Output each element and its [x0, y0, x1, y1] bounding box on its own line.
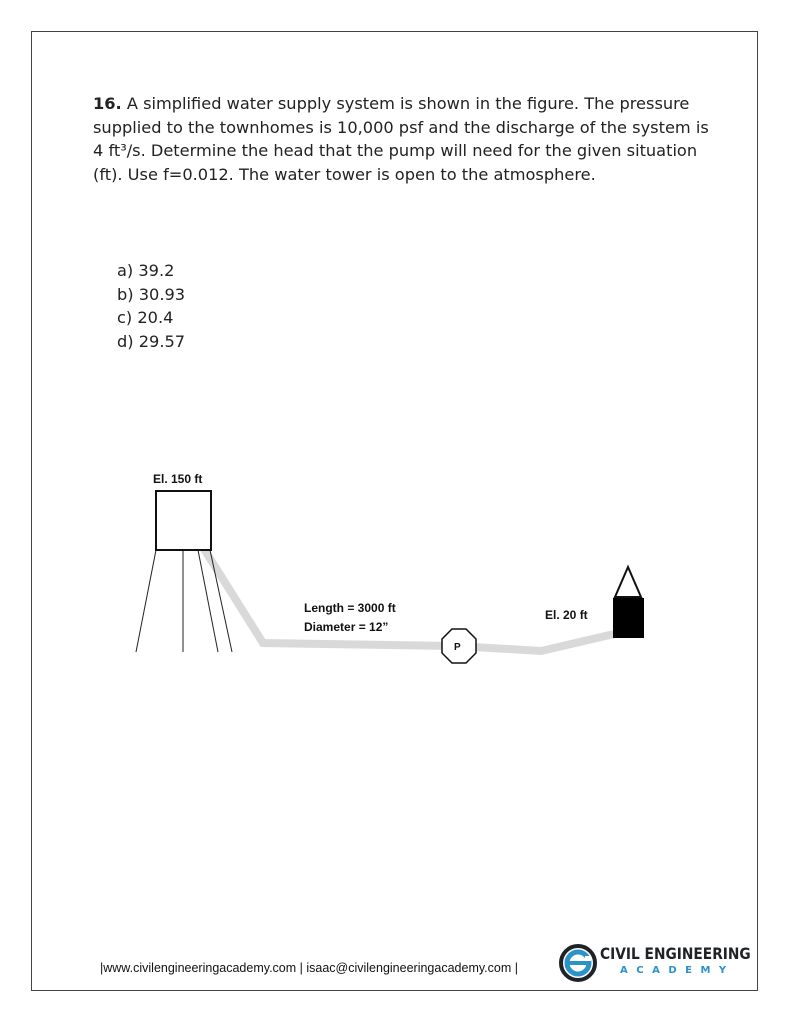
townhome-roof — [615, 567, 641, 597]
answer-option-b: b) 30.93 — [117, 284, 186, 304]
logo-subtitle: ACADEMY — [620, 965, 735, 976]
tower-leg-right — [210, 550, 232, 652]
pipe-length-label: Length = 3000 ft — [304, 601, 396, 615]
tower-elevation-label: El. 150 ft — [153, 472, 203, 486]
academy-logo — [556, 941, 751, 985]
pipe-diameter-label: Diameter = 12” — [304, 620, 389, 634]
answer-option-a: a) 39.2 — [117, 261, 175, 280]
logo-emblem-icon — [558, 943, 598, 983]
answer-option-c: c) 20.4 — [117, 308, 174, 328]
discharge-pipe — [474, 634, 614, 651]
question-number: 16. — [93, 94, 122, 113]
tower-leg-left — [136, 550, 156, 652]
townhome-elevation-label: El. 20 ft — [545, 608, 588, 622]
logo-title: CIVIL ENGINEERING — [600, 944, 751, 963]
water-tower-tank — [156, 491, 211, 550]
question-body: A simplified water supply system is shown in the figure. The pressure supplied to the townhomes is 10,000 psf and the discharge of the system is 4 ft³/s. Determine the head that the pump will need for the given situation (ft). Use f=0.012. The water tower is open to the atmosphere. — [93, 94, 709, 185]
footer-contact: |www.civilengineeringacademy.com | isaac@civilengineeringacademy.com | — [100, 961, 518, 975]
answer-option-d: d) 29.57 — [117, 331, 186, 351]
pump-label: P — [454, 642, 461, 653]
townhome-building — [613, 598, 644, 638]
